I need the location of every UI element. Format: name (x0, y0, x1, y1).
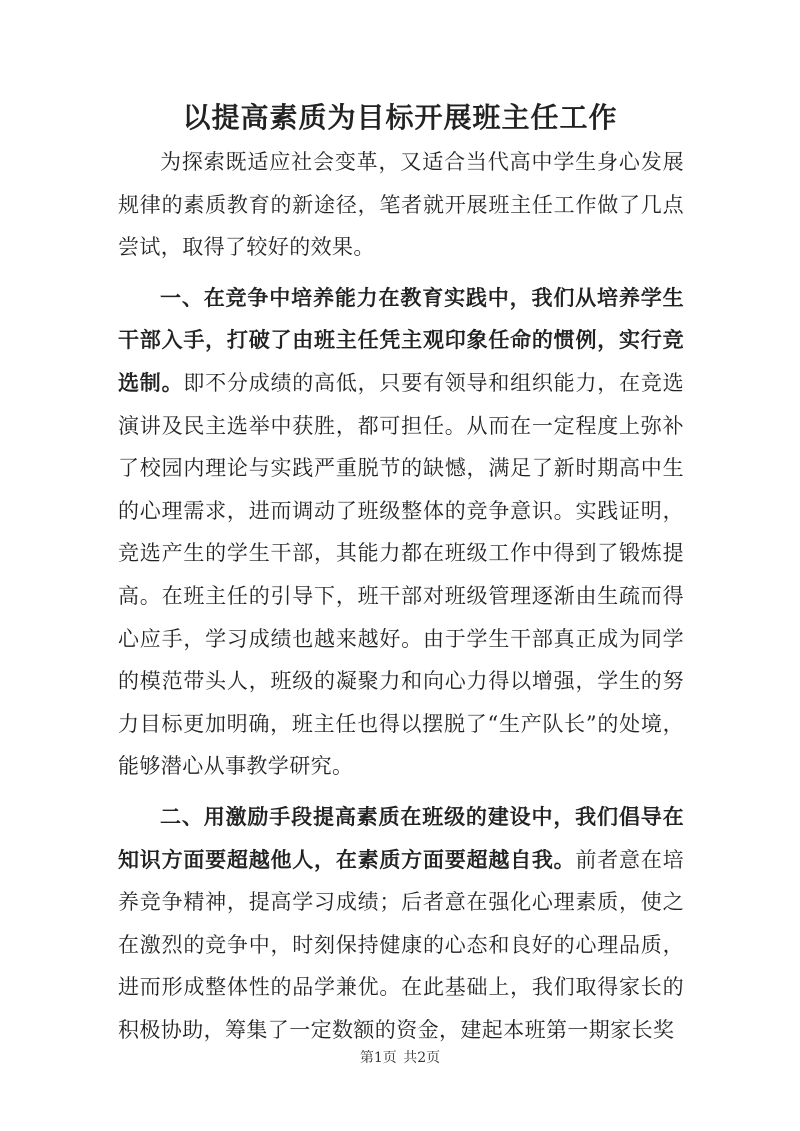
document-body (118, 141, 684, 1059)
section-1-body: 即不分成绩的高低，只要有领导和组织能力，在竞选演讲及民主选举中获胜，都可担任。从而在一定程度上弥补了校园内理论与实践严重脱节的缺憾，满足了新时期高中生的心理需求，进而调动了班级整体的竞争意识。实践证明，竞选产生的学生干部，其能力都在班级工作中得到了锻炼提高。在班主任的引导下，班干部对班级管理逐渐由生疏而得心应手，学习成绩也越来越好。由于学生干部真正成为同学的模范带头人，班级的凝聚力和向心力得以增强，学生的努力目标更加明确，班主任也得以摆脱了“生产队长”的处境，能够潜心从事教学研究。 (118, 370, 684, 779)
section-2-body: 前者意在培养竞争精神，提高学习成绩；后者意在强化心理素质，使之在激烈的竞争中，时刻保持健康的心态和良好的心理品质，进而形成整体性的品学兼优。在此基础上，我们取得家长的积极协助，筹集了一定数额的资金，建起本班第一期家长奖 (118, 847, 685, 1042)
section-1-heading: 一、在竞争中培养能力在教育实践中，我们从培养学生干部入手，打破了由班主任凭主观印象任命的惯例，实行竞选制。 (118, 284, 684, 395)
section-2-heading: 二、用激励手段提高素质在班级的建设中，我们倡导在知识方面要超越他人，在素质方面要超越自我。 (118, 803, 684, 872)
section-2-paragraph (118, 796, 684, 1052)
page-number: 第1页 (359, 1050, 397, 1066)
document-title: 以提高素质为目标开展班主任工作 (182, 101, 618, 134)
page-footer (0, 1047, 800, 1067)
total-pages: 共2页 (403, 1050, 441, 1066)
section-1-paragraph (118, 277, 684, 788)
intro-paragraph: 为探索既适应社会变革，又适合当代高中学生身心发展规律的素质教育的新途径，笔者就开展班主任工作做了几点尝试，取得了较好的效果。 (118, 150, 684, 260)
